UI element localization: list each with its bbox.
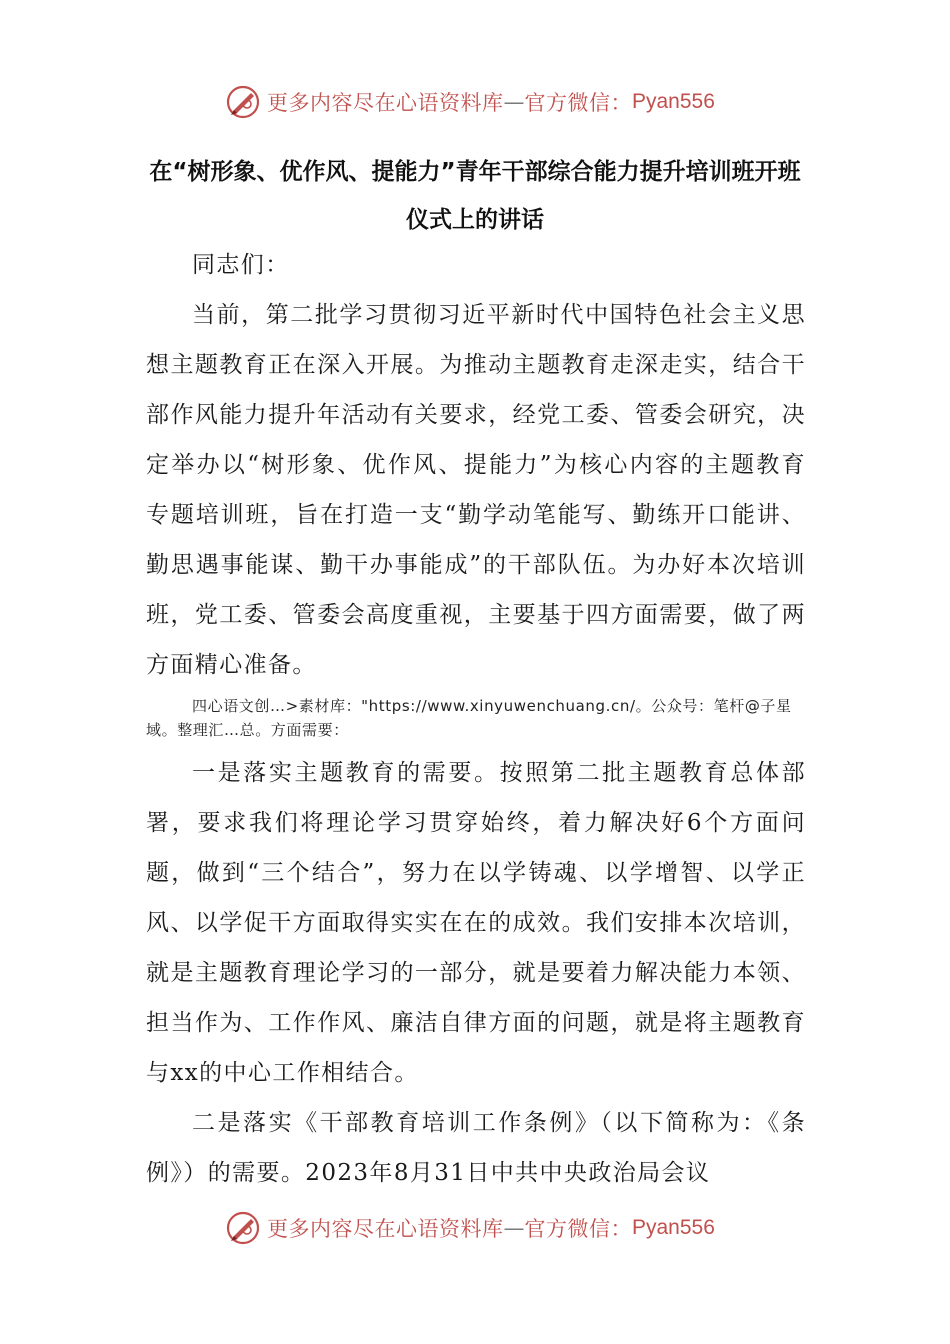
paragraph: 二是落实《干部教育培训工作条例》（以下简称为：《条例》）的需要。2023年8月31日中共中央政治局会议 bbox=[146, 1110, 806, 1186]
banner-separator: — bbox=[503, 1216, 525, 1240]
banner-label: 官方微信： bbox=[524, 1217, 632, 1241]
banner-wechat-id: Pyan556 bbox=[632, 1216, 715, 1239]
document-body bbox=[146, 240, 806, 1198]
banner-text: 更多内容尽在心语资料库 bbox=[267, 91, 504, 115]
paragraph: 当前，第二批学习贯彻习近平新时代中国特色社会主义思想主题教育正在深入开展。为推动主题教育走深走实，结合干部作风能力提升年活动有关要求，经党工委、管委会研究，决定举办以“树形象、优作风、提能力”为核心内容的主题教育专题培训班，旨在打造一支“勤学动笔能写、勤练开口能讲、勤思遇事能谋、勤干办事能成”的干部队伍。为办好本次培训班，党工委、管委会高度重视，主要基于四方面需要，做了两方面精心准备。 bbox=[146, 302, 806, 678]
banner-label: 官方微信： bbox=[524, 91, 632, 115]
pen-logo-icon bbox=[225, 1210, 261, 1246]
banner-text: 更多内容尽在心语资料库 bbox=[267, 1217, 504, 1241]
salutation: 同志们： bbox=[192, 252, 290, 278]
source-note: 四心语文创…>素材库："https://www.xinyuwenchuang.cn/。公众号：笔杆@子星域。整理汇…总。方面需要： bbox=[146, 697, 792, 739]
banner-separator: — bbox=[503, 90, 525, 114]
banner-wechat-id: Pyan556 bbox=[632, 90, 715, 113]
pen-logo-icon bbox=[225, 84, 261, 120]
header-banner bbox=[225, 82, 745, 122]
paragraph: 一是落实主题教育的需要。按照第二批主题教育总体部署，要求我们将理论学习贯穿始终，着力解决好6个方面问题，做到“三个结合”，努力在以学铸魂、以学增智、以学正风、以学促干方面取得实实在在的成效。我们安排本次培训，就是主题教育理论学习的一部分，就是要着力解决能力本领、担当作为、工作作风、廉洁自律方面的问题，就是将主题教育与xx的中心工作相结合。 bbox=[146, 760, 806, 1086]
document-title: 在“树形象、优作风、提能力”青年干部综合能力提升培训班开班仪式上的讲话 bbox=[149, 159, 801, 233]
footer-banner bbox=[225, 1208, 745, 1248]
